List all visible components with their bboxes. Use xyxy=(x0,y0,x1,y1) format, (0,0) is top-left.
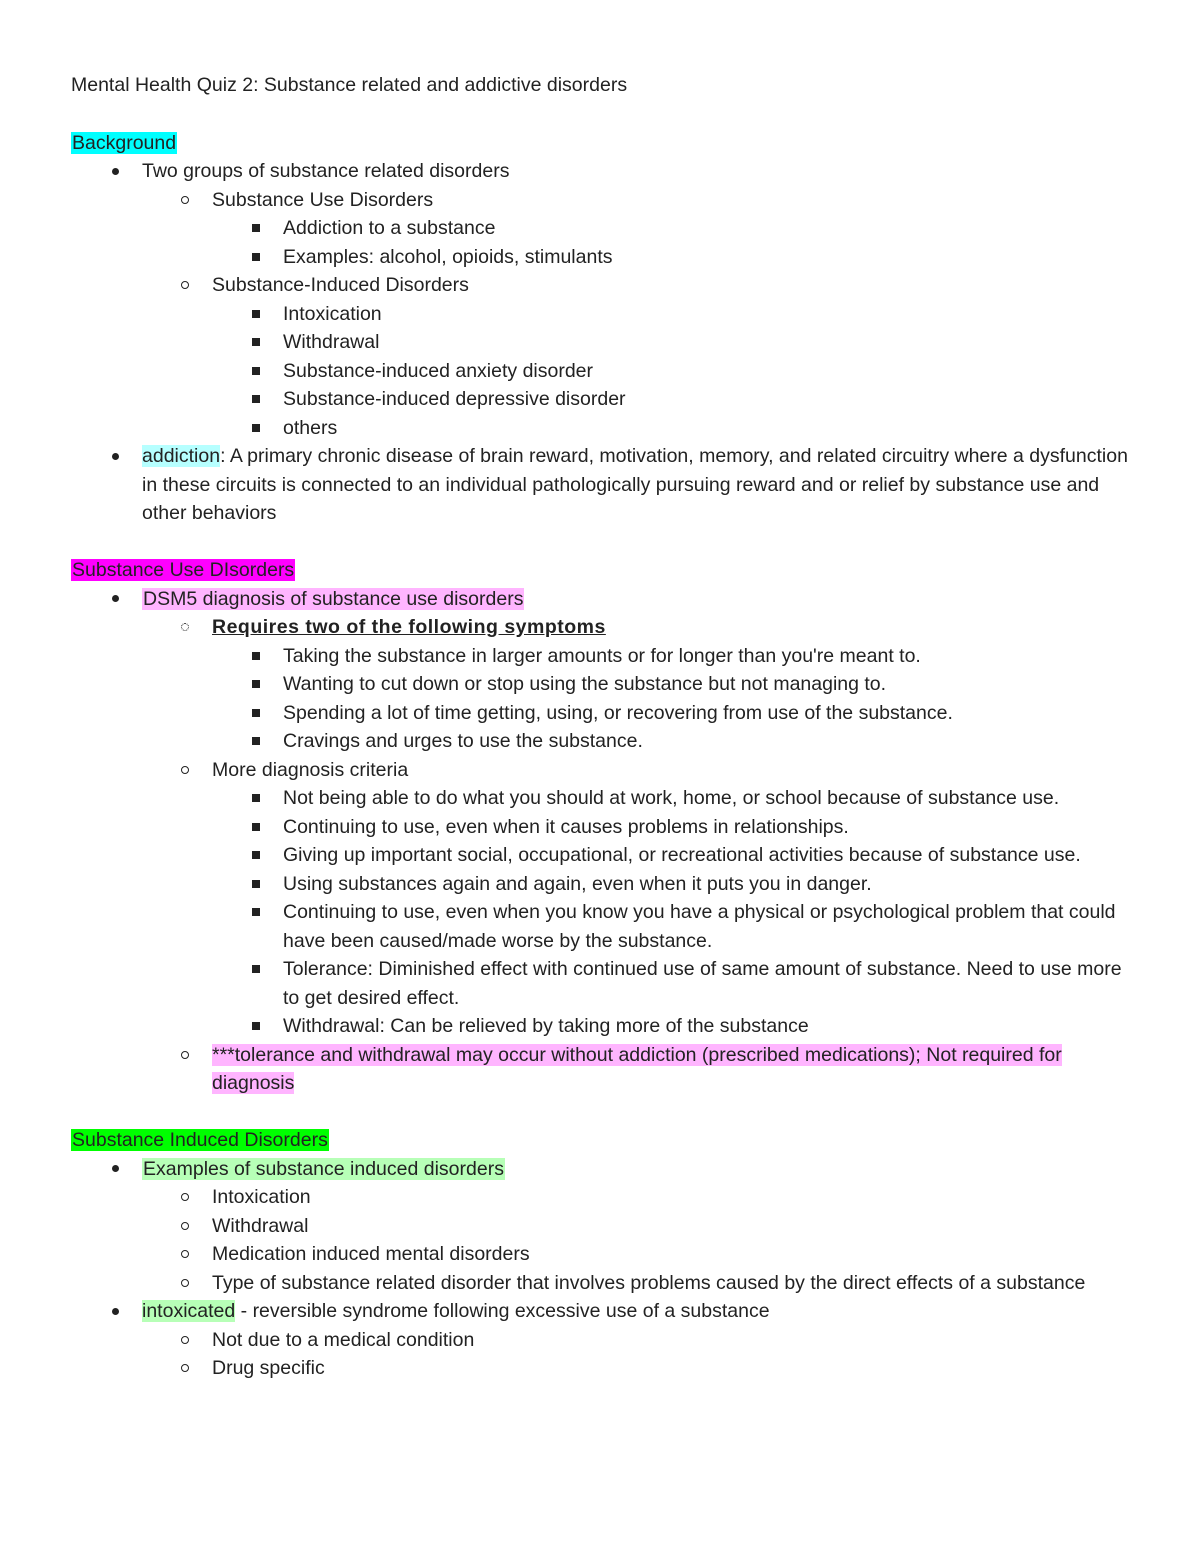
bullet-square-icon xyxy=(246,670,266,699)
list-item: Addiction to a substance xyxy=(71,214,1140,243)
section-heading-sid: Substance Induced Disorders xyxy=(72,1129,328,1151)
definition-addiction: : A primary chronic disease of brain reward, motivation, memory, and related circuitry where a dysfunction in these circuits is connected to an individual pathologically pursuing reward and or relief by substance use and other behaviors xyxy=(142,445,1128,524)
bullet-ring-icon xyxy=(175,1354,195,1383)
list-item: DSM5 diagnosis of substance use disorders xyxy=(71,585,1140,614)
list-item: Not being able to do what you should at work, home, or school because of substance use. xyxy=(71,784,1140,813)
list-item: Using substances again and again, even when it puts you in danger. xyxy=(71,870,1140,899)
bullet-ring-icon xyxy=(175,1240,195,1269)
bullet-square-icon xyxy=(246,841,266,870)
bullet-square-icon xyxy=(246,385,266,414)
bullet-square-icon xyxy=(246,243,266,272)
bullet-square-icon xyxy=(246,214,266,243)
bullet-square-icon xyxy=(246,328,266,357)
bullet-square-icon xyxy=(246,784,266,813)
list-item: Medication induced mental disorders xyxy=(71,1240,1140,1269)
bullet-ring-icon xyxy=(175,756,195,785)
list-item: Withdrawal xyxy=(71,328,1140,357)
list-item: Not due to a medical condition xyxy=(71,1326,1140,1355)
term-intoxicated: intoxicated xyxy=(142,1300,236,1322)
bullet-ring-icon xyxy=(175,271,195,300)
list-item xyxy=(71,442,1140,528)
section-heading-background: Background xyxy=(72,131,177,154)
bullet-square-icon xyxy=(246,642,266,671)
list-item: others xyxy=(71,414,1140,443)
sud-list xyxy=(71,585,1140,1098)
bullet-square-icon xyxy=(246,898,266,927)
list-item: Tolerance: Diminished effect with continued use of same amount of substance. Need to use more to get desired effect. xyxy=(71,955,1140,1012)
note-tolerance: ***tolerance and withdrawal may occur without addiction (prescribed medications); Not required for diagnosis xyxy=(212,1043,1062,1094)
bullet-square-icon xyxy=(246,955,266,984)
list-item: Requires two of the following symptoms xyxy=(71,613,1140,642)
sid-list xyxy=(71,1155,1140,1383)
bullet-square-icon xyxy=(246,357,266,386)
list-item: Withdrawal xyxy=(71,1212,1140,1241)
bullet-dotted-ring-icon xyxy=(175,613,195,642)
list-item: Substance-Induced Disorders xyxy=(71,271,1140,300)
bullet-ring-icon xyxy=(175,1269,195,1298)
bullet-ring-icon xyxy=(175,1326,195,1355)
bullet-square-icon xyxy=(246,1012,266,1041)
bullet-dot-icon xyxy=(105,1297,125,1326)
bullet-square-icon xyxy=(246,813,266,842)
list-item: Cravings and urges to use the substance. xyxy=(71,727,1140,756)
list-item: Two groups of substance related disorders xyxy=(71,157,1140,186)
definition-intoxicated: - reversible syndrome following excessive use of a substance xyxy=(235,1300,770,1322)
bullet-ring-icon xyxy=(175,1041,195,1070)
term-addiction: addiction xyxy=(142,445,221,467)
bullet-square-icon xyxy=(246,300,266,329)
bullet-ring-icon xyxy=(175,1212,195,1241)
list-item: Intoxication xyxy=(71,300,1140,329)
bullet-square-icon xyxy=(246,414,266,443)
list-item: Withdrawal: Can be relieved by taking more of the substance xyxy=(71,1012,1140,1041)
bullet-dot-icon xyxy=(105,157,125,186)
list-item: Continuing to use, even when you know you have a physical or psychological problem that could have been caused/made worse by the substance. xyxy=(71,898,1140,955)
document-title: Mental Health Quiz 2: Substance related and addictive disorders xyxy=(71,74,628,96)
list-item xyxy=(71,1297,1140,1326)
bullet-square-icon xyxy=(246,699,266,728)
list-item: Spending a lot of time getting, using, or recovering from use of the substance. xyxy=(71,699,1140,728)
bullet-ring-icon xyxy=(175,1183,195,1212)
background-list xyxy=(71,157,1140,528)
bullet-square-icon xyxy=(246,870,266,899)
list-item: Substance-induced depressive disorder xyxy=(71,385,1140,414)
list-item: Intoxication xyxy=(71,1183,1140,1212)
list-item: Substance Use Disorders xyxy=(71,186,1140,215)
section-heading-sud: Substance Use DIsorders xyxy=(72,559,295,581)
list-item: Drug specific xyxy=(71,1354,1140,1383)
bullet-square-icon xyxy=(246,727,266,756)
bullet-dot-icon xyxy=(105,1155,125,1184)
list-item: Wanting to cut down or stop using the substance but not managing to. xyxy=(71,670,1140,699)
list-item: Giving up important social, occupational, or recreational activities because of substance use. xyxy=(71,841,1140,870)
list-item: Substance-induced anxiety disorder xyxy=(71,357,1140,386)
list-item xyxy=(71,1041,1140,1098)
list-item: Taking the substance in larger amounts or for longer than you're meant to. xyxy=(71,642,1140,671)
bullet-dot-icon xyxy=(105,585,125,614)
bullet-ring-icon xyxy=(175,186,195,215)
bullet-dot-icon xyxy=(105,442,125,471)
list-item: Examples of substance induced disorders xyxy=(71,1155,1140,1184)
list-item: Type of substance related disorder that involves problems caused by the direct effects of a substance xyxy=(71,1269,1140,1298)
list-item: Continuing to use, even when it causes problems in relationships. xyxy=(71,813,1140,842)
list-item: Examples: alcohol, opioids, stimulants xyxy=(71,243,1140,272)
list-item: More diagnosis criteria xyxy=(71,756,1140,785)
